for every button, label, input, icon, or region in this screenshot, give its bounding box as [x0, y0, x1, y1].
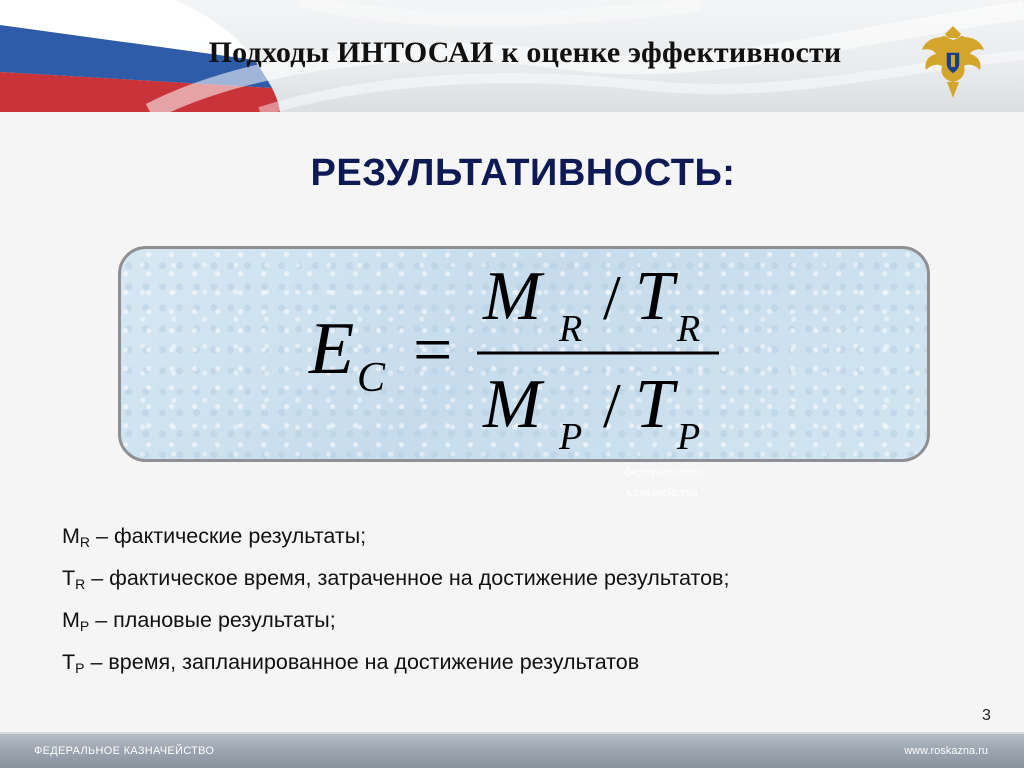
legend-symbol: M	[62, 524, 80, 548]
denominator-t: T	[635, 366, 674, 443]
legend-description: – фактические результаты;	[90, 524, 367, 548]
legend-subscript: P	[75, 660, 85, 676]
page-number: 3	[982, 707, 991, 724]
formula-lhs-sub: C	[357, 355, 386, 401]
variable-legend	[62, 518, 729, 686]
legend-description: – время, запланированное на достижение результатов	[84, 650, 640, 674]
formula-equals: =	[413, 312, 453, 389]
watermark-line: Федерального	[622, 464, 702, 479]
slide-footer	[0, 732, 1024, 768]
slide-header	[0, 0, 1024, 112]
numerator-t: T	[635, 258, 674, 335]
footer-website-link[interactable]: www.roskazna.ru	[904, 745, 988, 757]
numerator-slash: /	[603, 262, 621, 333]
legend-item-mr	[62, 518, 729, 560]
legend-description: – фактическое время, затраченное на достижение результатов;	[85, 566, 730, 590]
numerator-m-sub: R	[559, 308, 583, 350]
watermark-text	[572, 462, 752, 502]
watermark-line: казначейства	[626, 484, 698, 499]
legend-symbol: M	[62, 608, 80, 632]
eagle-emblem-icon	[918, 24, 988, 100]
legend-symbol: T	[62, 566, 76, 590]
legend-item-tr	[62, 560, 729, 602]
legend-item-tp	[62, 644, 729, 686]
section-heading: РЕЗУЛЬТАТИВНОСТЬ:	[310, 152, 736, 194]
legend-item-mp	[62, 602, 729, 644]
formula-box	[118, 246, 930, 462]
legend-subscript: R	[79, 534, 91, 550]
denominator-m: M	[483, 366, 542, 443]
numerator-t-sub: R	[677, 308, 701, 350]
legend-symbol: T	[62, 650, 76, 674]
legend-description: – плановые результаты;	[89, 608, 336, 632]
denominator-slash: /	[603, 370, 621, 441]
denominator-m-sub: P	[559, 416, 583, 458]
formula-lhs-e: E	[309, 308, 355, 390]
legend-subscript: P	[79, 618, 90, 634]
footer-organization: ФЕДЕРАЛЬНОЕ КАЗНАЧЕЙСТВО	[34, 745, 215, 757]
efficiency-formula	[121, 249, 933, 465]
denominator-t-sub: P	[677, 416, 701, 458]
numerator-m: M	[483, 258, 542, 335]
slide-title: Подходы ИНТОСАИ к оценке эффективности	[208, 36, 842, 69]
legend-subscript: R	[75, 576, 86, 592]
